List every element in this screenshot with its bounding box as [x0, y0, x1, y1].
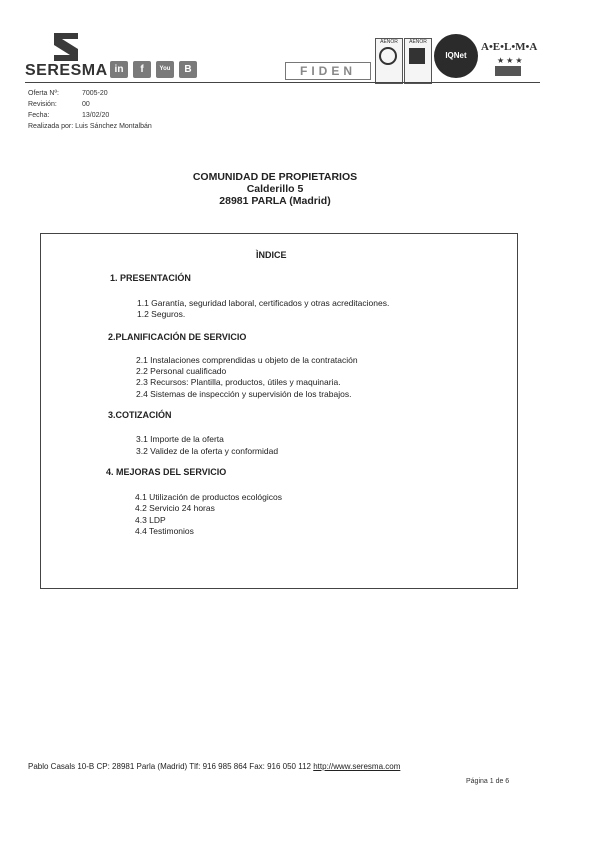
index-item: 3.1 Importe de la oferta [136, 434, 224, 444]
meta-label: Realizada por: [28, 123, 74, 130]
youtube-icon[interactable]: You [156, 61, 174, 78]
fiden-logo: FIDEN [285, 62, 371, 80]
index-section-3: 3.COTIZACIÓN [108, 410, 172, 420]
iqnet-certification-logo: IQNet [434, 34, 478, 78]
index-item: 2.3 Recursos: Plantilla, productos, útiles y maquinaria. [136, 377, 341, 387]
footer-address-text: Pablo Casals 10-B CP: 28981 Parla (Madrid) Tlf: 916 985 864 Fax: 916 050 112 [28, 762, 314, 771]
seresma-logo-icon [50, 31, 82, 63]
aelma-stars: ★★★ [497, 56, 525, 65]
aelma-logo: A•E•L•M•A [481, 41, 538, 53]
document-title: COMUNIDAD DE PROPIETARIOS [192, 171, 358, 183]
header-divider [25, 82, 540, 83]
meta-author [28, 123, 152, 130]
meta-label: Revisión: [28, 101, 57, 108]
meta-revision [28, 101, 90, 108]
aenor-gestion-ambiental-icon [376, 45, 400, 67]
footer-website-link[interactable]: http://www.seresma.com [313, 762, 401, 771]
cert-label: AENOR [380, 39, 398, 45]
linkedin-icon[interactable]: in [110, 61, 128, 78]
meta-value: Luis Sánchez Montalbán [75, 123, 152, 130]
blog-icon[interactable]: B [179, 61, 197, 78]
index-section-1: 1. PRESENTACIÓN [110, 273, 191, 283]
index-item: 4.1 Utilización de productos ecológicos [135, 492, 282, 502]
meta-value: 13/02/20 [82, 112, 110, 119]
cert-label: AENOR [409, 39, 427, 45]
meta-label: Oferta Nº: [28, 90, 59, 97]
meta-value: 7005-20 [82, 90, 108, 97]
aenor-certificate-badge [375, 38, 403, 84]
document-subtitle-street: Calderillo 5 [246, 183, 304, 195]
meta-date [28, 112, 109, 119]
document-subtitle-city: 28981 PARLA (Madrid) [219, 195, 331, 207]
index-item: 2.1 Instalaciones comprendidas u objeto de la contratación [136, 355, 358, 365]
meta-value: 00 [82, 101, 90, 108]
index-item: 4.3 LDP [135, 515, 166, 525]
index-item: 4.4 Testimonios [135, 526, 194, 536]
index-item: 4.2 Servicio 24 horas [135, 503, 215, 513]
aelma-flag-icon [495, 66, 521, 76]
aenor-er-certificate-badge [404, 38, 432, 84]
meta-label: Fecha: [28, 112, 50, 119]
index-item: 3.2 Validez de la oferta y conformidad [136, 446, 279, 456]
index-item: 2.2 Personal cualificado [136, 366, 227, 376]
index-section-4: 4. MEJORAS DEL SERVICIO [106, 467, 227, 477]
page-number: Página 1 de 6 [466, 778, 510, 785]
index-item: 2.4 Sistemas de inspección y supervisión de los trabajos. [136, 389, 352, 399]
index-item: 1.2 Seguros. [137, 309, 186, 319]
footer-address [28, 762, 400, 771]
index-item: 1.1 Garantía, seguridad laboral, certificados y otras acreditaciones. [137, 298, 390, 308]
index-section-2: 2.PLANIFICACIÓN DE SERVICIO [108, 332, 247, 342]
meta-offer [28, 90, 108, 97]
index-heading: ÌNDICE [256, 250, 287, 260]
facebook-icon[interactable]: f [133, 61, 151, 78]
aenor-er-icon [405, 45, 429, 67]
brand-name: SERESMA [25, 62, 108, 79]
